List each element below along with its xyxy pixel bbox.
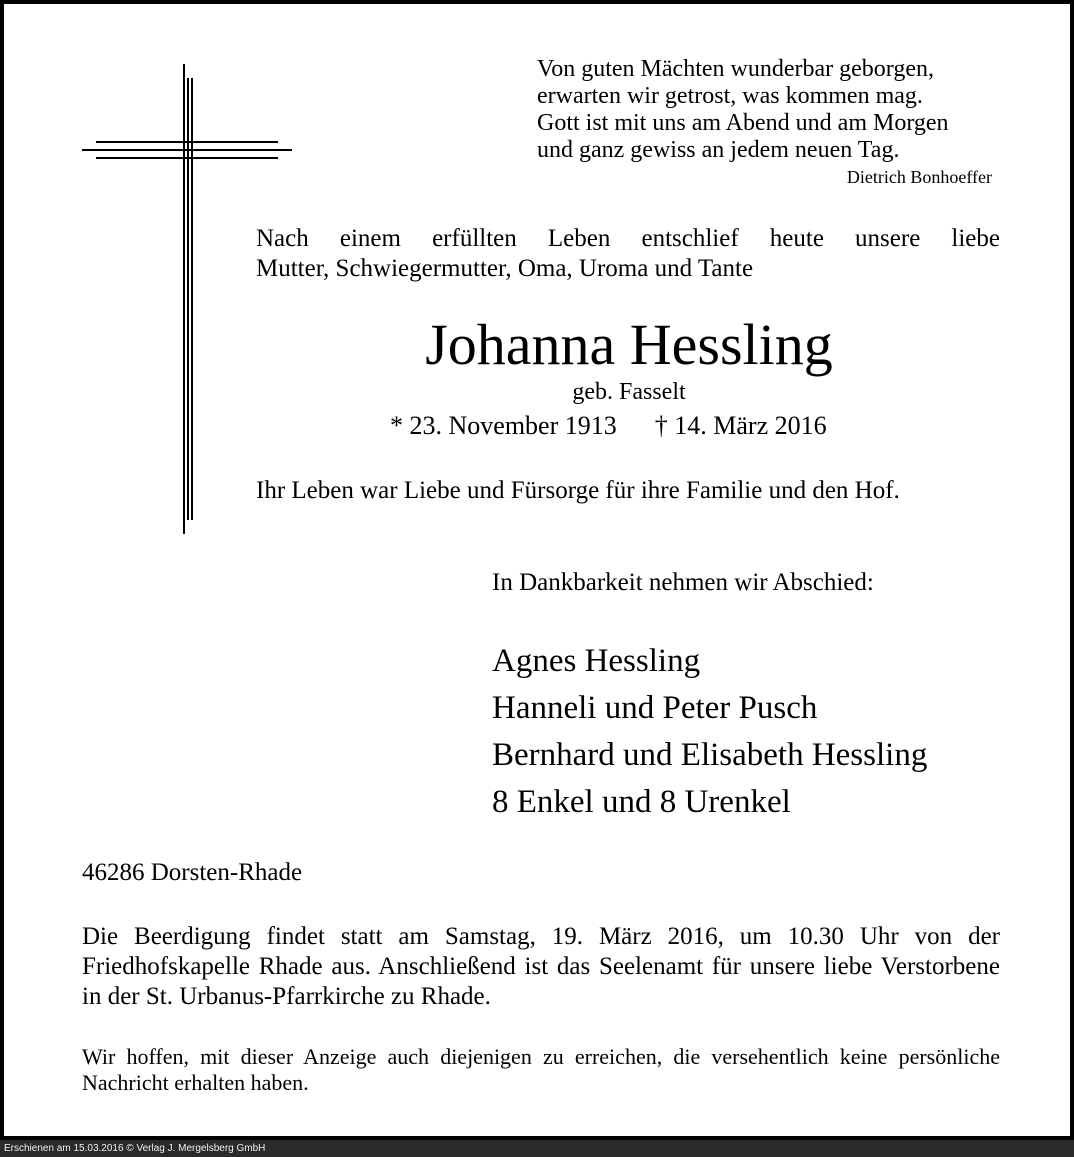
life-dates	[390, 410, 827, 442]
publication-footer: Erschienen am 15.03.2016 © Verlag J. Mergelsberg GmbH	[0, 1140, 1074, 1157]
farewell-text: In Dankbarkeit nehmen wir Abschied:	[492, 569, 874, 596]
quote-line: Gott ist mit uns am Abend und am Morgen	[537, 110, 949, 136]
mourner-name: Agnes Hessling	[492, 643, 701, 679]
deceased-name: Johanna Hessling	[425, 312, 833, 377]
mourner-name: Hanneli und Peter Pusch	[492, 690, 818, 726]
cross-icon	[82, 64, 292, 534]
quote-line: und ganz gewiss an jedem neuen Tag.	[537, 137, 900, 163]
quote-line: erwarten wir getrost, was kommen mag.	[537, 83, 923, 109]
funeral-details: Die Beerdigung findet statt am Samstag, 19. März 2016, um 10.30 Uhr von der Friedhofskapelle Rhade aus. Anschließend ist das Seelenamt für unsere liebe Verstorbene in der St. Urbanus-Pfarrkirche zu Rhade.	[82, 923, 1000, 1010]
quote-line: Von guten Mächten wunderbar geborgen,	[537, 56, 935, 82]
quote-author: Dietrich Bonhoeffer	[846, 167, 992, 187]
mourners-list	[492, 638, 927, 826]
birth-name: geb. Fasselt	[572, 379, 686, 405]
intro-line-2: Mutter, Schwiegermutter, Oma, Uroma und Tante	[256, 255, 754, 282]
notice-text: Wir hoffen, mit dieser Anzeige auch diejenigen zu erreichen, die versehentlich keine persönliche Nachricht erhalten haben.	[82, 1044, 1000, 1095]
address: 46286 Dorsten-Rhade	[82, 859, 303, 886]
mourner-name: 8 Enkel und 8 Urenkel	[492, 784, 791, 820]
bonhoeffer-quote	[537, 56, 949, 164]
life-text: Ihr Leben war Liebe und Fürsorge für ihre Familie und den Hof.	[256, 477, 900, 504]
intro-line-1: Nach einem erfüllten Leben entschlief heute unsere liebe	[256, 225, 1000, 252]
mourner-name: Bernhard und Elisabeth Hessling	[492, 737, 928, 773]
death-date: † 14. März 2016	[654, 411, 827, 440]
birth-date: * 23. November 1913	[390, 411, 617, 440]
